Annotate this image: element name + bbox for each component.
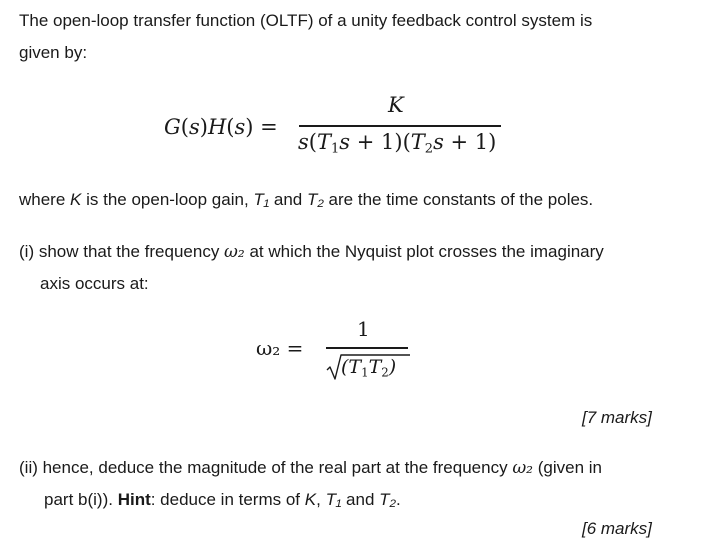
part2-marks: [6 marks] bbox=[582, 519, 652, 538]
part2-line-2 bbox=[44, 489, 401, 511]
intro-line-2: given by: bbox=[19, 43, 88, 62]
equation1-fraction-bar bbox=[299, 125, 501, 127]
part1-marks: [7 marks] bbox=[582, 408, 652, 427]
intro-line-1: The open-loop transfer function (OLTF) of a unity feedback control system is bbox=[19, 11, 593, 30]
part1-line-2: axis occurs at: bbox=[40, 274, 149, 293]
part2-sep-2: and bbox=[341, 490, 380, 509]
part2-text-a: (ii) hence, deduce the magnitude of the real part at the frequency bbox=[19, 458, 513, 477]
hint-label: Hint bbox=[117, 490, 151, 509]
part1-omega: ω₂ bbox=[224, 242, 245, 262]
part2-text-d: : deduce in terms of bbox=[150, 490, 305, 509]
where-text-4: are the time constants of the poles. bbox=[323, 190, 594, 209]
equation2-numerator: 1 bbox=[357, 317, 370, 341]
equation1-numerator: K bbox=[388, 93, 404, 117]
part2-k: K bbox=[304, 490, 317, 509]
part2-end: . bbox=[396, 490, 401, 509]
where-text-1: where bbox=[19, 190, 71, 209]
equation1-lhs: G(s)H(s) = bbox=[164, 115, 278, 139]
where-line bbox=[19, 189, 593, 211]
part2-line-1 bbox=[19, 457, 602, 479]
where-text-3: and bbox=[269, 190, 307, 209]
part2-omega: ω₂ bbox=[512, 458, 533, 478]
equation1-denominator: $s(T_1s + 1)(T_2s + 1)$ bbox=[298, 130, 497, 157]
where-k: K bbox=[70, 190, 82, 209]
part2-text-b: (given in bbox=[533, 458, 602, 477]
where-t2: T₂ bbox=[306, 190, 324, 209]
where-t1: T₁ bbox=[253, 190, 270, 209]
part2-t1: T₁ bbox=[325, 490, 342, 509]
part2-text-c: part b(i)). bbox=[44, 490, 118, 509]
part1-text-a: (i) show that the frequency bbox=[19, 242, 225, 261]
equation2-denominator-text: $(T_1T_2)$ bbox=[341, 356, 397, 380]
equation2-lhs: ω₂ = bbox=[256, 336, 304, 360]
equation2-denominator bbox=[326, 352, 410, 382]
equation2-fraction-bar bbox=[326, 347, 408, 349]
where-text-2: is the open-loop gain, bbox=[81, 190, 254, 209]
part2-sep-1: , bbox=[316, 490, 326, 509]
part1-text-b: at which the Nyquist plot crosses the imaginary bbox=[244, 242, 604, 261]
part2-t2: T₂ bbox=[379, 490, 396, 509]
part1-line-1 bbox=[19, 241, 604, 263]
